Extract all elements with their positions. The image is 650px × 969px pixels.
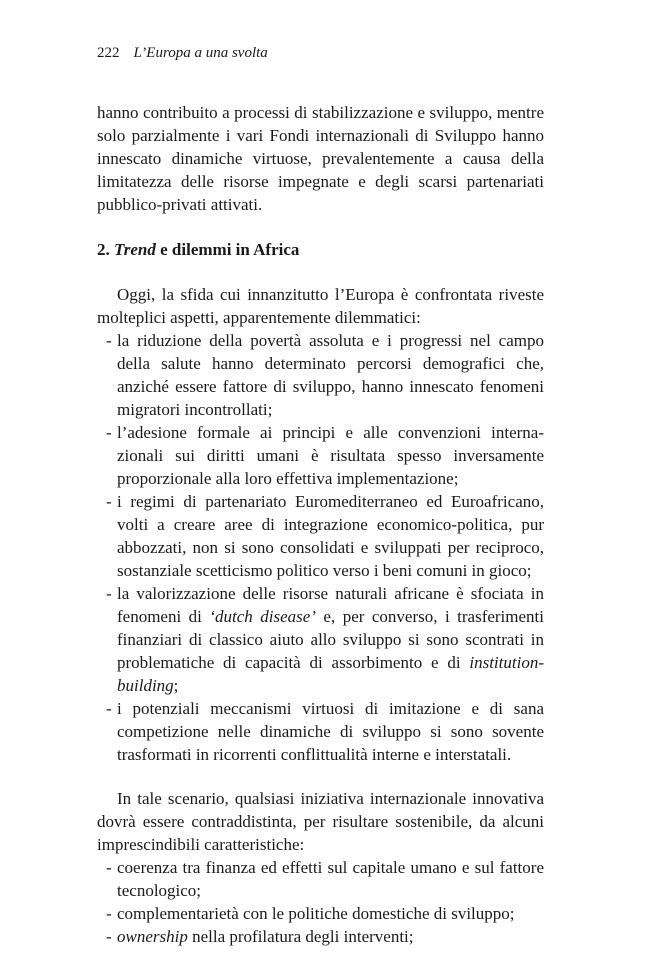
section-number: 2. bbox=[97, 240, 110, 259]
dash-marker: - bbox=[106, 584, 112, 603]
list-item-text: coerenza tra finanza ed effetti sul capitale umano e sul fattore tecnologico; bbox=[117, 858, 544, 900]
dilemma-list bbox=[97, 329, 544, 766]
list-item-text-a: la valorizzazione delle risorse naturali africane è sfociata in fenomeni di bbox=[117, 584, 544, 626]
list-item-text: i potenziali meccanismi virtuosi di imitazione e di sana competizione nelle dinamiche di sviluppo si sono sovente trasformati in ricorrenti conflittualità interne e interstatali. bbox=[117, 699, 544, 764]
list-item-text: la riduzione della povertà assoluta e i progressi nel campo della salute hanno determinato percorsi demografici che, anziché essere fattore di sviluppo, hanno innescato fenomeni migratori incontrollati; bbox=[117, 331, 544, 419]
list-item-text: i regimi di partenariato Euromediterraneo ed Euroafricano, volti a creare aree di integrazione economico-politica, pur abbozzati, non si sono consolidati e sviluppati per reciproco, sostanziale scetticismo politico verso i beni comuni in gioco; bbox=[117, 492, 544, 580]
list-item bbox=[97, 925, 544, 948]
intro-paragraph: hanno contribuito a processi di stabilizzazione e sviluppo, mentre solo parzialmente i vari Fondi internazionali di Sviluppo hanno innescato dinamiche virtuose, prevalentemente a causa della limitatezza delle risorse impegnate e degli scarsi partenariati pubblico-privati attivati. bbox=[97, 103, 544, 214]
page-number: 222 bbox=[97, 45, 120, 61]
list-item bbox=[97, 490, 544, 582]
dash-marker: - bbox=[106, 331, 112, 350]
section-title-rest: e dilemmi in Africa bbox=[160, 240, 300, 259]
list-item bbox=[97, 856, 544, 902]
list-item bbox=[97, 329, 544, 421]
running-head bbox=[97, 44, 268, 62]
ownership-term: ownership bbox=[117, 927, 188, 946]
characteristics-list bbox=[97, 856, 544, 948]
paragraph-scenario: In tale scenario, qualsiasi iniziativa internazionale innovativa dovrà essere contraddistinta, per risultare sostenibile, da alcuni imprescindibili caratteristiche: bbox=[97, 789, 544, 854]
list-item bbox=[97, 697, 544, 766]
list-item bbox=[97, 421, 544, 490]
list-item-text: nella profilatura degli interventi; bbox=[187, 927, 414, 946]
dutch-disease-term: ‘dutch disease’ bbox=[209, 607, 316, 626]
paragraph-challenges: Oggi, la sfida cui innanzitutto l’Europa è confrontata riveste molteplici aspetti, apparentemente dilemmatici: bbox=[97, 285, 544, 327]
dash-marker: - bbox=[106, 699, 112, 718]
section-title-italic: Trend bbox=[114, 240, 156, 259]
list-item-text-b: e, per converso, i trasferimenti finanziari di classico aiuto allo sviluppo si sono scontrati in problematiche di capacità di assorbimento e di bbox=[117, 607, 544, 672]
list-item-text: l’adesione formale ai principi e alle convenzioni interna-zionali sui diritti umani è risultata spesso inversamente proporzionale alla loro effettiva implementazione; bbox=[117, 423, 544, 488]
dash-marker: - bbox=[106, 904, 112, 923]
list-item-text-c: ; bbox=[173, 676, 179, 695]
dash-marker: - bbox=[106, 927, 112, 946]
dash-marker: - bbox=[106, 492, 112, 511]
list-item bbox=[97, 582, 544, 697]
section-heading bbox=[97, 238, 544, 261]
dash-marker: - bbox=[106, 858, 112, 877]
institution-building-term: institution-building bbox=[117, 653, 544, 695]
dash-marker: - bbox=[106, 423, 112, 442]
list-item bbox=[97, 902, 544, 925]
body-text bbox=[97, 101, 544, 969]
book-title: L’Europa a una svolta bbox=[133, 45, 268, 61]
list-item-text: complementarietà con le politiche domestiche di sviluppo; bbox=[117, 904, 515, 923]
